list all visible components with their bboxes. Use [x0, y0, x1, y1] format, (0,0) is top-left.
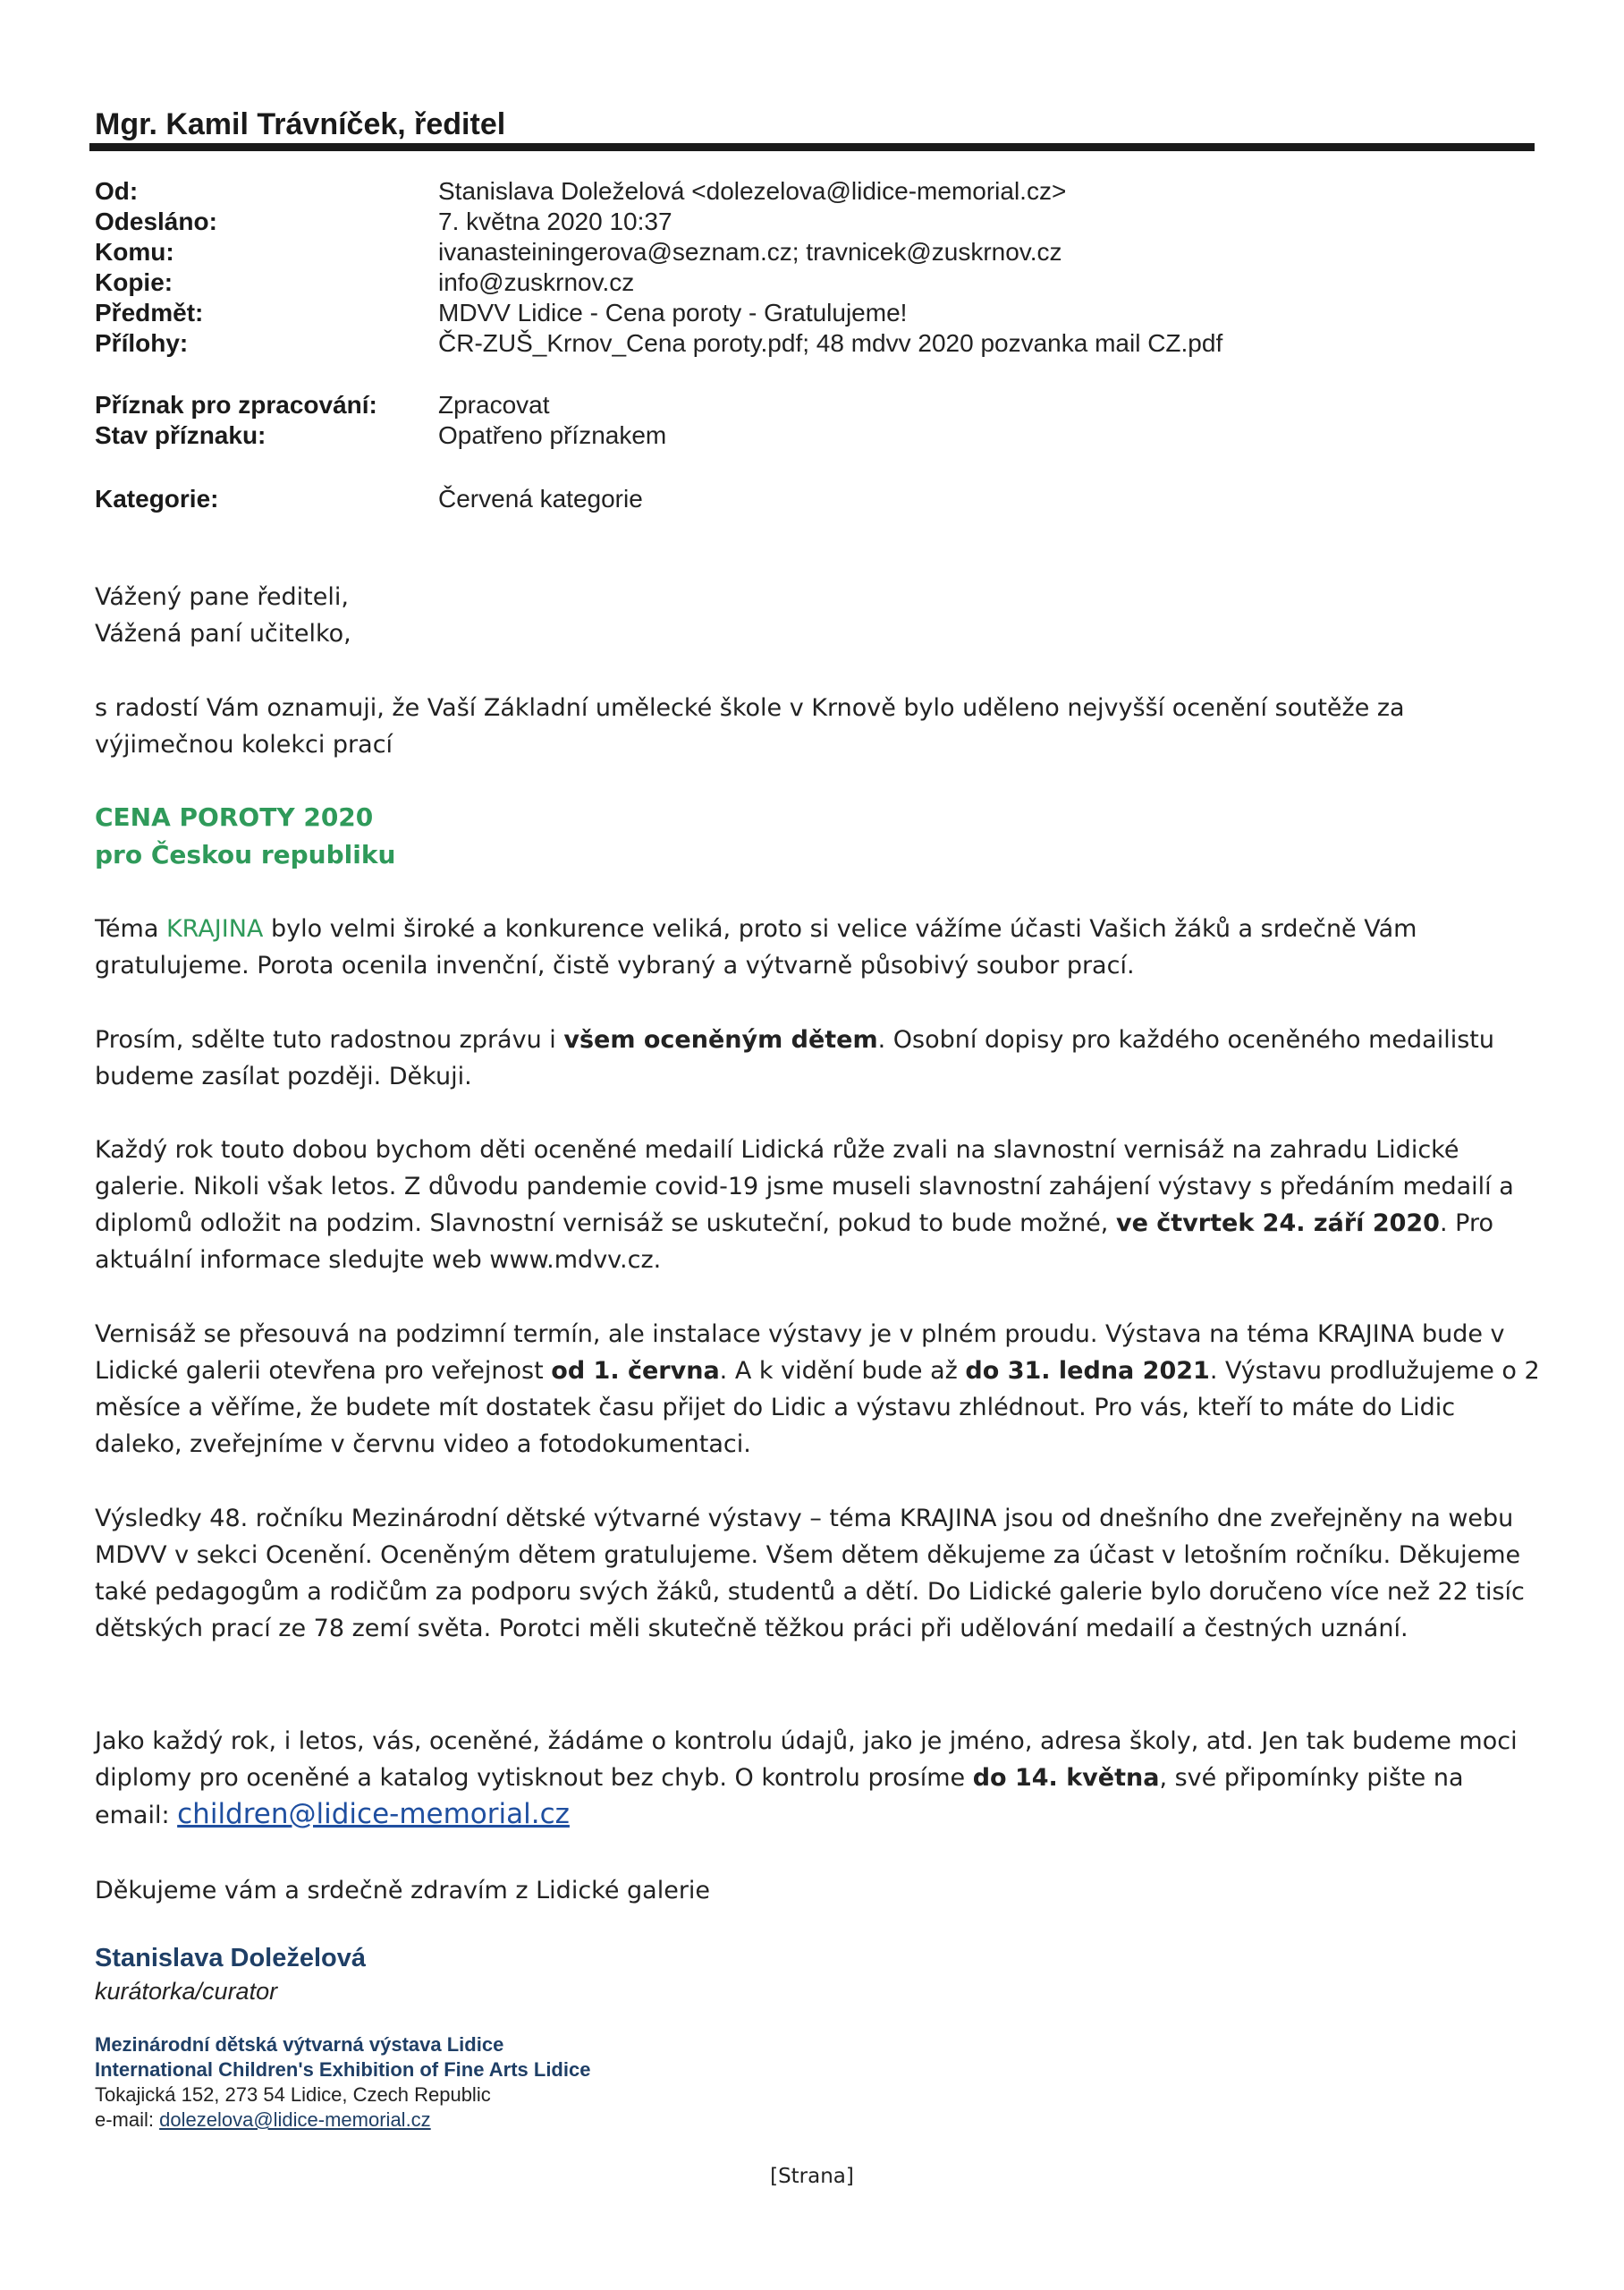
message-metadata: [95, 176, 1222, 359]
organization-block: [95, 2032, 590, 2133]
paragraph-theme: [95, 911, 1544, 984]
org-name-cz: Mezinárodní dětská výtvarná výstava Lidice: [95, 2033, 504, 2056]
meta-label: Přílohy:: [95, 329, 189, 357]
text: . Osobní dopisy pro každého oceněného medailistu budeme zasílat později. Děkuji.: [95, 1026, 1494, 1090]
header-rule: [89, 143, 1535, 151]
closing-line: Děkujeme vám a srdečně zdravím z Lidické galerie: [95, 1877, 711, 1904]
meta-row-cc: [95, 267, 1222, 298]
meta-value: Zpracovat: [438, 391, 550, 419]
text: bylo velmi široké a konkurence veliká, proto si velice vážíme účasti Vašich žáků a srdečně Vám gratulujeme. Porota ocenila invenční, čistě vybraný a výtvarně působivý soubor prací.: [95, 915, 1417, 980]
email-link[interactable]: children@lidice-memorial.cz: [177, 1798, 570, 1830]
flag-metadata: [95, 390, 666, 451]
text: , své připomínky pište na email:: [95, 1764, 1464, 1829]
meta-value: Stanislava Doleželová <dolezelova@lidice-memorial.cz>: [438, 177, 1067, 205]
meta-row-from: [95, 176, 1222, 207]
email-label: e-mail:: [95, 2108, 160, 2131]
org-name-en: International Children's Exhibition of Fine Arts Lidice: [95, 2058, 591, 2081]
meta-value: info@zuskrnov.cz: [438, 268, 635, 296]
text: Každý rok touto dobou bychom děti oceněné medailí Lidická růže zvali na slavnostní vernisáž na zahradu Lidické galerie. Nikoli však letos. Z důvodu pandemie covid-19 jsme museli slavnostní zahájení výstavy s předáním medailí a diplomů odložit na podzim. Slavnostní vernisáž se uskuteční, pokud to bude možné,: [95, 1136, 1514, 1237]
meta-label: Kategorie:: [95, 485, 219, 513]
text: . Pro aktuální informace sledujte web www.mdvv.cz.: [95, 1209, 1493, 1274]
text: . A k vidění bude až: [719, 1357, 966, 1385]
meta-row-flag-status: [95, 420, 666, 451]
text: Prosím, sdělte tuto radostnou zprávu i: [95, 1026, 564, 1054]
bold-text: do 14. května: [972, 1764, 1160, 1792]
paragraph-request: [95, 1022, 1544, 1095]
signature-email-link[interactable]: dolezelova@lidice-memorial.cz: [159, 2108, 431, 2131]
meta-row-subject: [95, 298, 1222, 328]
paragraph-check: [95, 1723, 1544, 1834]
org-email-line: [95, 2108, 590, 2133]
greeting: [95, 579, 1544, 652]
paragraph-results: Výsledky 48. ročníku Mezinárodní dětské výtvarné výstavy – téma KRAJINA jsou od dnešního dne zveřejněny na webu MDVV v sekci Ocenění. Oceněným dětem gratulujeme. Všem dětem děkujeme za účast v letošním ročníku. Děkujeme také pedagogům a rodičům za podporu svých žáků, studentů a dětí. Do Lidické galerie bylo doručeno více než 22 tisíc dětských prací ze 78 zemí světa. Porotci měli skutečně těžkou práci při udělování medailí a čestných uznání.: [95, 1505, 1525, 1642]
paragraph-exhibition: [95, 1316, 1544, 1463]
meta-label: Odesláno:: [95, 208, 217, 235]
meta-label: Předmět:: [95, 299, 204, 327]
paragraph-vernissage: [95, 1132, 1544, 1278]
text: Vernisáž se přesouvá na podzimní termín, ale instalace výstavy je v plném proudu. Výstava na téma KRAJINA bude v Lidické galerii otevřena pro veřejnost: [95, 1320, 1505, 1385]
bold-text: ve čtvrtek 24. září 2020: [1115, 1209, 1440, 1237]
bold-text: všem oceněným dětem: [563, 1026, 878, 1054]
signature-name: Stanislava Doleželová: [95, 1944, 367, 1972]
meta-value: 7. května 2020 10:37: [438, 208, 672, 235]
bold-text: od 1. června: [551, 1357, 720, 1385]
meta-label: Komu:: [95, 238, 174, 266]
meta-row-category: [95, 484, 643, 514]
award-line-2: pro Českou republiku: [95, 840, 396, 869]
meta-value: Opatřeno příznakem: [438, 421, 667, 449]
meta-row-to: [95, 237, 1222, 267]
meta-value: MDVV Lidice - Cena poroty - Gratulujeme!: [438, 299, 908, 327]
page-footer: [Strana]: [770, 2165, 854, 2188]
meta-row-flag: [95, 390, 666, 420]
category-metadata: [95, 484, 643, 514]
award-line-1: CENA POROTY 2020: [95, 802, 374, 832]
meta-value: ČR-ZUŠ_Krnov_Cena poroty.pdf; 48 mdvv 2020 pozvanka mail CZ.pdf: [438, 329, 1223, 357]
text: . Výstavu prodlužujeme o 2 měsíce a věříme, že budete mít dostatek času přijet do Lidic a výstavu zhlédnout. Pro vás, kteří to máte do Lidic daleko, zveřejníme v červnu video a fotodokumentaci.: [95, 1357, 1540, 1458]
signature-role: kurátorka/curator: [95, 1978, 278, 2005]
greeting-line-2: Vážená paní učitelko,: [95, 620, 351, 648]
award-heading: [95, 799, 1544, 874]
org-address: Tokajická 152, 273 54 Lidice, Czech Republic: [95, 2083, 491, 2106]
sender-name: Mgr. Kamil Trávníček, ředitel: [95, 107, 506, 141]
meta-label: Od:: [95, 177, 139, 205]
meta-label: Kopie:: [95, 268, 173, 296]
meta-value: ivanasteiningerova@seznam.cz; travnicek@zuskrnov.cz: [438, 238, 1062, 266]
intro-paragraph: s radostí Vám oznamuji, že Vaší Základní umělecké škole v Krnově bylo uděleno nejvyšší ocenění soutěže za výjimečnou kolekci prací: [95, 694, 1405, 759]
meta-value: Červená kategorie: [438, 485, 643, 513]
meta-label: Příznak pro zpracování:: [95, 391, 377, 419]
theme-highlight: KRAJINA: [165, 915, 264, 943]
greeting-line-1: Vážený pane řediteli,: [95, 583, 349, 611]
text: Téma: [95, 915, 166, 943]
meta-row-attachments: [95, 328, 1222, 359]
meta-row-sent: [95, 207, 1222, 237]
meta-label: Stav příznaku:: [95, 421, 266, 449]
text: Jako každý rok, i letos, vás, oceněné, žádáme o kontrolu údajů, jako je jméno, adresa školy, atd. Jen tak budeme moci diplomy pro oceněné a katalog vytisknout bez chyb. O kontrolu prosíme: [95, 1727, 1518, 1792]
bold-text: do 31. ledna 2021: [965, 1357, 1210, 1385]
